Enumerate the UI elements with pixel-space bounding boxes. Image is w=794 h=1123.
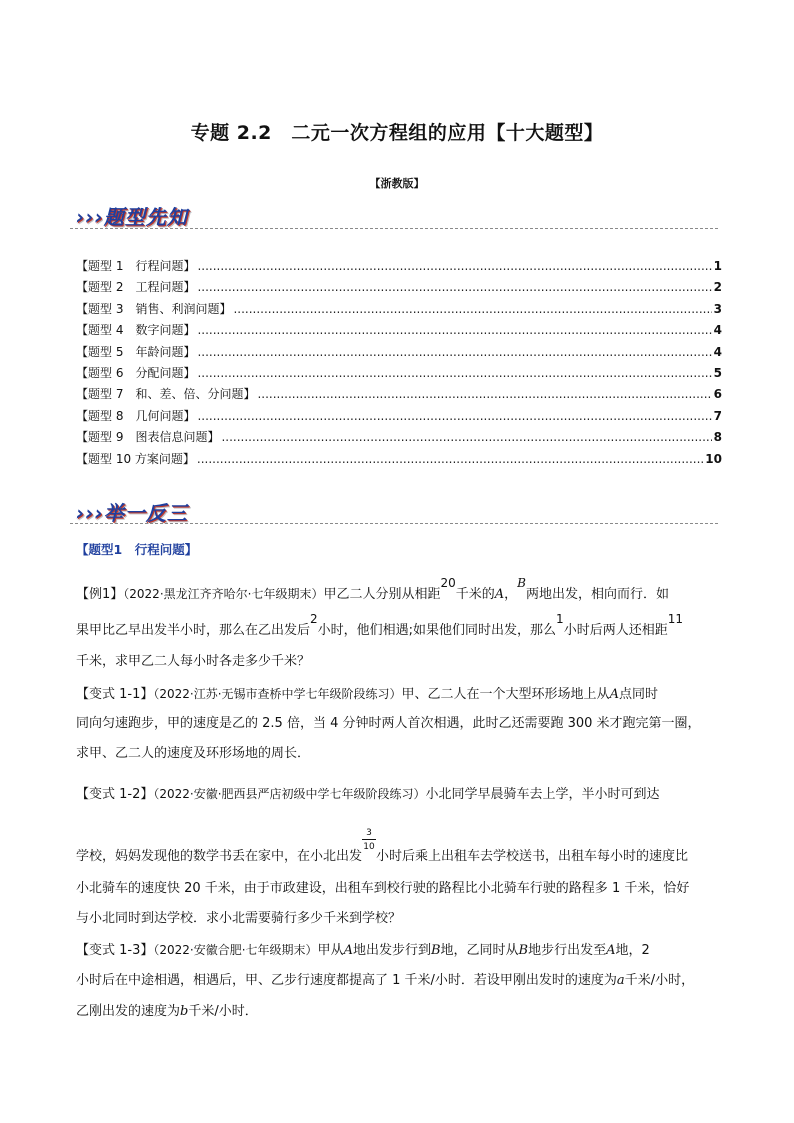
example-text: 小时，他们相遇;如果他们同时出发，那么	[317, 623, 557, 638]
point-a: A	[494, 587, 505, 602]
example-text: ，	[504, 587, 518, 602]
variant-text: 甲从	[317, 943, 344, 958]
toc-entry-page: 4	[713, 323, 722, 338]
variant-text: 地，乙同时从	[440, 943, 519, 958]
variant-1-3-line2	[76, 969, 694, 988]
toc-entry-page: 7	[713, 408, 722, 423]
toc-entry-page: 3	[713, 301, 722, 316]
variant-text: 甲、乙二人在一个大型环形场地上从	[401, 687, 610, 702]
toc-leader-dots	[257, 387, 711, 401]
variant-1-2-line2	[76, 828, 689, 864]
number-20: 20	[440, 576, 456, 590]
toc-leader-dots	[197, 452, 703, 466]
number-1: 1	[556, 612, 564, 626]
toc-entry-label: 【题型 10 方案问题】	[76, 451, 195, 466]
variant-tag: 【变式 1-2】	[76, 787, 154, 802]
variant-text: 学校，妈妈发现他的数学书丢在家中，在小北出发	[76, 849, 363, 864]
variant-1-3-line3	[76, 1000, 258, 1019]
toc-entry-label: 【题型 4 数字问题】	[76, 323, 196, 338]
banner-toc: ›››题型先知	[76, 205, 188, 229]
variant-text: 点同时	[618, 687, 658, 702]
toc-entry-page: 10	[705, 451, 722, 466]
toc-leader-dots	[197, 409, 711, 423]
toc-leader-dots	[197, 280, 711, 294]
example-text: 千米的	[455, 587, 495, 602]
point-a: A	[609, 687, 619, 702]
banner-divider	[70, 523, 718, 524]
toc-entry[interactable]	[76, 278, 722, 299]
variant-text: 地步行出发至	[528, 943, 607, 958]
variant-text: 地，2	[615, 943, 650, 958]
point-a: A	[343, 943, 353, 958]
point-b: B	[518, 943, 529, 958]
toc-entry-label: 【题型 1 行程问题】	[76, 259, 196, 273]
example-1-line3: 千米，求甲乙二人每小时各走多少千米？	[76, 654, 311, 669]
point-a: A	[606, 943, 616, 958]
toc-entry-page: 2	[713, 280, 722, 295]
example-tag: 【例1】	[76, 587, 124, 602]
fraction-denominator: 10	[363, 842, 375, 852]
banner-divider	[70, 228, 718, 229]
variant-1-2	[76, 783, 660, 802]
point-b: B	[517, 576, 526, 590]
number-11: 11	[667, 612, 683, 626]
toc-entry-label: 【题型 5 年龄问题】	[76, 344, 196, 359]
toc-entry[interactable]	[76, 321, 722, 342]
toc-entry[interactable]	[76, 257, 722, 278]
toc-leader-dots	[197, 366, 711, 380]
edition-label: 【浙教版】	[369, 177, 425, 190]
example-1	[76, 576, 670, 602]
example-text: 小时后两人还相距	[563, 623, 668, 638]
toc-entry-label: 【题型 6 分配问题】	[76, 365, 196, 380]
toc-entry[interactable]	[76, 428, 722, 449]
toc-entry-page: 4	[713, 344, 722, 359]
toc-leader-dots	[197, 323, 711, 337]
variant-tag: 【变式 1-1】	[76, 687, 154, 702]
toc-entry-label: 【题型 9 图表信息问题】	[76, 430, 220, 445]
variable-b: b	[180, 1004, 189, 1019]
toc-entry-label: 【题型 8 几何问题】	[76, 408, 196, 423]
variant-1-2-line4: 与小北同时到达学校．求小北需要骑行多少千米到学校？	[76, 911, 402, 926]
toc-leader-dots	[197, 259, 711, 273]
variant-source: （2022·安徽·肥西县严店初级中学七年级阶段练习）	[153, 787, 426, 801]
variant-text: 小时后在中途相遇，相遇后，甲、乙步行速度都提高了 1 千米/小时．若设甲刚出发时的速度为	[76, 973, 617, 988]
example-source: （2022·黑龙江齐齐哈尔·七年级期末）	[123, 587, 324, 601]
variant-tag: 【变式 1-3】	[76, 943, 154, 958]
page-title: 专题 2.2 二元一次方程组的应用【十大题型】	[190, 122, 604, 144]
variant-source: （2022·安徽合肥·七年级期末）	[153, 943, 318, 957]
toc-leader-dots	[221, 430, 711, 444]
banner-examples: ›››举一反三	[76, 501, 188, 525]
toc-entry-page: 6	[713, 387, 722, 402]
toc-entry-label: 【题型 2 工程问题】	[76, 280, 196, 295]
toc-entry-page: 5	[713, 365, 722, 380]
toc-entry-page: 8	[713, 430, 722, 445]
variant-text: 地出发步行到	[352, 943, 431, 958]
section-heading: 【题型1 行程问题】	[76, 542, 198, 557]
toc-entry[interactable]	[76, 450, 722, 471]
toc-entry-label: 【题型 3 销售、利润问题】	[76, 301, 232, 316]
variant-source: （2022·江苏·无锡市查桥中学七年级阶段练习）	[153, 687, 402, 701]
toc-entry[interactable]	[76, 385, 722, 406]
variable-a: a	[616, 973, 625, 988]
variant-1-1	[76, 683, 658, 702]
variant-text: 小时后乘上出租车去学校送书，出租车每小时的速度比	[376, 849, 689, 864]
example-1-line2	[76, 612, 683, 638]
fraction-numerator: 3	[362, 827, 376, 840]
variant-text: 小北同学早晨骑车去上学，半小时可到达	[425, 787, 660, 802]
toc-leader-dots	[233, 302, 711, 316]
example-text: 果甲比乙早出发半小时，那么在乙出发后	[76, 623, 311, 638]
toc-leader-dots	[197, 345, 711, 359]
example-text: 两地出发，相向而行．如	[526, 587, 670, 602]
table-of-contents	[76, 257, 722, 471]
variant-text: 千米/小时，	[624, 973, 695, 988]
variant-1-1-line3: 求甲、乙二人的速度及环形场地的周长．	[76, 746, 311, 761]
variant-1-2-line3: 小北骑车的速度快 20 千米，由于市政建设，出租车到校行驶的路程比小北骑车行驶的路程多 1 千米，恰好	[76, 881, 690, 896]
variant-1-1-line2: 同向匀速跑步，甲的速度是乙的 2.5 倍，当 4 分钟时两人首次相遇，此时乙还需要跑 300 米才跑完第一圈，	[76, 716, 701, 731]
example-text: 甲乙二人分别从相距	[323, 587, 441, 602]
toc-entry-page: 1	[713, 259, 722, 273]
variant-text: 千米/小时．	[188, 1004, 258, 1019]
number-2: 2	[310, 612, 318, 626]
variant-1-3	[76, 939, 650, 958]
toc-entry-label: 【题型 7 和、差、倍、分问题】	[76, 387, 256, 402]
toc-entry[interactable]	[76, 407, 722, 428]
toc-entry[interactable]	[76, 364, 722, 385]
variant-text: 乙刚出发的速度为	[76, 1004, 181, 1019]
toc-entry[interactable]	[76, 343, 722, 364]
point-b: B	[430, 943, 441, 958]
toc-entry[interactable]	[76, 300, 722, 321]
